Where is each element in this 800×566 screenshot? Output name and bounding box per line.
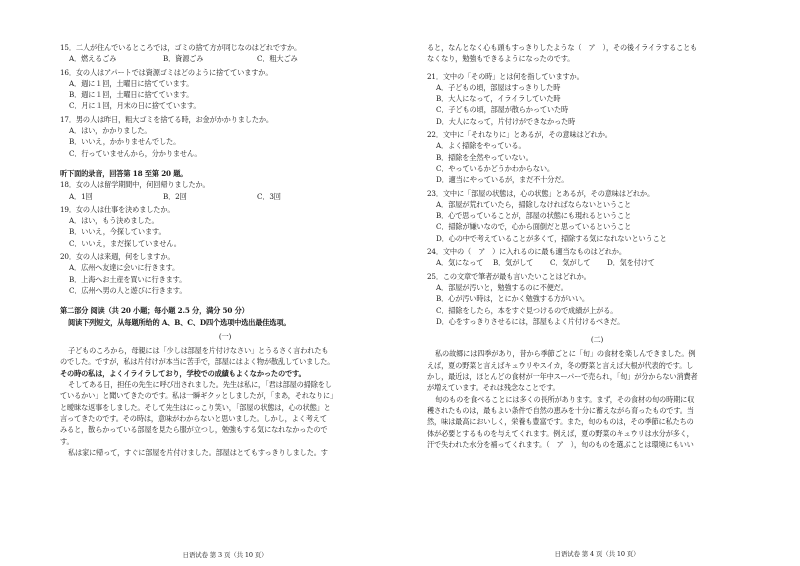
page-footer-left: 日语试卷 第 3 页（共 10 页） <box>182 550 268 559</box>
q20-option-c: C．広州へ男の人と遊びに行きます。 <box>69 285 187 295</box>
passage1-line: のでした。ですが，私は片付けが本当に苦手で，部屋にはよく物が散乱していました。 <box>60 357 335 367</box>
q16-option-b: B．週に１回，土曜日に捨てています。 <box>69 90 194 100</box>
q23-option-c: C．掃除が嫌いなので，心から面倒だと思っているということ <box>436 222 632 232</box>
q18-stem: 18．女の人は留学期間中，何回帰りましたか。 <box>60 180 210 190</box>
passage2-line: 汗で失われた水分を補ってくれます。（ ア ），旬のものを選ぶことは環境にもいい <box>427 439 694 449</box>
q24-stem: 24．文中の（ ア ）に入れるのに最も適当なものはどれか。 <box>427 247 626 257</box>
right-page <box>427 0 767 566</box>
q24-options <box>427 257 767 268</box>
passage2-line: 旬のものを食べることには多くの長所があります。まず，その食材の旬の時期に収 <box>435 394 695 404</box>
q15-option-c: C．粗大ごみ <box>257 54 298 64</box>
q17-option-b: B．いいえ，かかりませんでした。 <box>69 137 181 147</box>
passage1-line: 言ってきたのです。その時は，意味がわからないと思いました。しかし，よく考えて <box>60 413 327 423</box>
q20-option-a: A．広州へ友達に会いに行きます。 <box>69 263 180 273</box>
q24-option-c: C．気がして <box>550 258 591 268</box>
q21-option-b: B．大人になって，イライラしていた時 <box>436 94 561 104</box>
q24-option-b: B．気がして <box>493 258 534 268</box>
passage1-line: と曖昧な返事をしました。そして先生はにっこり笑い，「部屋の状態は，心の状態」と <box>60 402 331 412</box>
q20-option-b: B．上海へお土産を買いに行きます。 <box>69 274 187 284</box>
passage1-line: 子どものころから，母親には「少しは部屋を片付けなさい」とうるさく言われたも <box>68 346 329 356</box>
q23-option-d: D．心の中で考えていることが多くて，掃除する気になれないということ <box>436 233 667 243</box>
q23-option-b: B．心で思っていることが，部屋の状態にも現れるということ <box>436 211 632 221</box>
q22-stem: 22．文中に「それなりに」とあるが，その意味はどれか。 <box>427 130 612 140</box>
q22-option-d: D．適当にやっているが，まだ不十分だ。 <box>436 175 569 185</box>
part2-title: 第二部分 阅读（共 20 小题；每小题 2.5 分，满分 50 分） <box>60 306 249 316</box>
q19-option-b: B．いいえ，今探しています。 <box>69 227 166 237</box>
left-page <box>60 0 390 566</box>
q25-option-b: B．心が汚い時は，とにかく勉強する方がいい。 <box>436 294 589 304</box>
passage1-line: そしてある日，担任の先生に呼び出されました。先生は私に，「君は部屋の掃除をし <box>68 380 332 390</box>
passage1-line: ているかい」と聞いてきたのです。私は一瞬ギクッとしましたが，「まあ，それなりに」 <box>60 391 338 401</box>
passage2-line: 私の故郷には四季があり，昔から季節ごとに「旬」の食材を楽しんできました。例 <box>435 349 696 359</box>
q24-option-a: A．気になって <box>436 258 484 268</box>
section-mark-1: (一) <box>218 331 232 341</box>
q18-option-c: C．3回 <box>257 191 281 201</box>
passage2-line: が増えています。それは残念なことです。 <box>427 383 560 393</box>
q25-option-c: C．掃除をしたら，本をすぐ見つけるので成績が上がる。 <box>436 305 618 315</box>
q22-option-a: A．よく掃除をやっている。 <box>436 141 526 151</box>
q25-option-d: D．心をすっきりさせるには，部屋もよく片付けるべきだ。 <box>436 316 625 326</box>
passage1-cont-line: ると，なんとなく心も頭もすっきりしたような（ ア ），その後イライラすることも <box>427 43 698 52</box>
q16-option-c: C．月に１回，月末の日に捨てています。 <box>69 101 201 111</box>
passage1-line: す。 <box>60 436 74 446</box>
page-footer-right: 日语试卷 第 4 页（共 10 页） <box>554 549 640 558</box>
q17-stem: 17．男の人は昨日，粗大ゴミを捨てる時，お金がかかりましたか。 <box>60 114 273 124</box>
passage2-line: 体が必要とするものを与えてくれます。例えば，夏の野菜のキュウリは水分が多く， <box>427 428 694 438</box>
q21-option-c: C．子どもの頃，部屋が散らかっていた時 <box>436 105 569 115</box>
q18-option-b: B．2回 <box>163 191 187 201</box>
q18-option-a: A．1回 <box>69 191 93 201</box>
passage1-line: みると，散らかっている部屋を見たら服が立つし，勉強もする気になれなかったので <box>60 425 328 435</box>
listening-intro: 听下面的录音，回答第 18 至第 20 题。 <box>60 168 188 178</box>
passage1-line: その時の私は，よくイライラしており，学校での成績もよくなかったのです。 <box>60 368 306 378</box>
passage2-line: 穫されたものは，最もよい条件で自然の恵みを十分に蓄えながら育ったものです。当 <box>427 405 694 415</box>
q19-option-c: C．いいえ，まだ探していません。 <box>69 238 181 248</box>
q16-option-a: A．週に１回，土曜日に捨てています。 <box>69 78 194 88</box>
passage1-cont-line: なくなり，勉強もできるようになったのです。 <box>427 54 575 64</box>
q23-stem: 23．文中に「部屋の状態は，心の状態」とあるが，その意味はどれか。 <box>427 188 655 198</box>
passage2-line: えば，夏の野菜と言えばキュウリやスイカ，冬の野菜と言えば大根が代表的です。し <box>427 360 694 370</box>
passage2-line: 然，味は最高においしく，栄養も豊富です。また，旬のものは，その季節に私たちの <box>427 417 694 427</box>
passage2-line: かし，最近は，ほとんどの食材が一年中スーパーで売られ，「旬」が分からない消費者 <box>427 372 698 382</box>
passage1-line: 私は家に帰って，すぐに部屋を片付けました。部屋はとてもすっきりしました。す <box>68 447 328 457</box>
q15-stem: 15．二人が住んでいるところでは，ゴミの捨て方が同じなのはどれですか。 <box>60 43 302 52</box>
q15-option-a: A．燃えるごみ <box>69 54 117 64</box>
q16-stem: 16．女の人はアパートでは資源ゴミはどのように捨てていますか。 <box>60 67 273 77</box>
q24-option-d: D．気を付けて <box>607 258 655 268</box>
q19-stem: 19．女の人は仕事を決めましたか。 <box>60 204 175 214</box>
part2-instruction: 阅读下列短文，从每题所给的 A、B、C、D四个选项中选出最佳选项。 <box>68 317 291 327</box>
q21-stem: 21．文中の「その時」とは何を指していますか。 <box>427 71 584 81</box>
q21-option-a: A．子どもの頃，部屋はすっきりした時 <box>436 82 561 92</box>
section-mark-2: (二) <box>590 335 604 345</box>
q22-option-c: C．やっているかどうかわからない。 <box>436 163 554 173</box>
q23-option-a: A．部屋が荒れていたら，掃除しなければならないということ <box>436 199 632 209</box>
q21-option-d: D．大人になって，片付けができなかった時 <box>436 116 576 126</box>
q15-options <box>60 53 390 64</box>
q19-option-a: A．はい，もう決めました。 <box>69 216 159 226</box>
q25-option-a: A．部屋が汚いと，勉強するのに不便だ。 <box>436 282 568 292</box>
q20-stem: 20．女の人は来週，何をしますか。 <box>60 252 175 262</box>
q18-options <box>60 191 390 202</box>
q25-stem: 25．この文章で筆者が最も言いたいことはどれか。 <box>427 271 591 281</box>
q17-option-a: A．はい，かかりました。 <box>69 126 152 136</box>
q22-option-b: B．掃除を全然やっていない。 <box>436 152 533 162</box>
q15-option-b: B．資源ごみ <box>163 54 204 64</box>
q17-option-c: C．行っていませんから，分かりません。 <box>69 148 202 158</box>
